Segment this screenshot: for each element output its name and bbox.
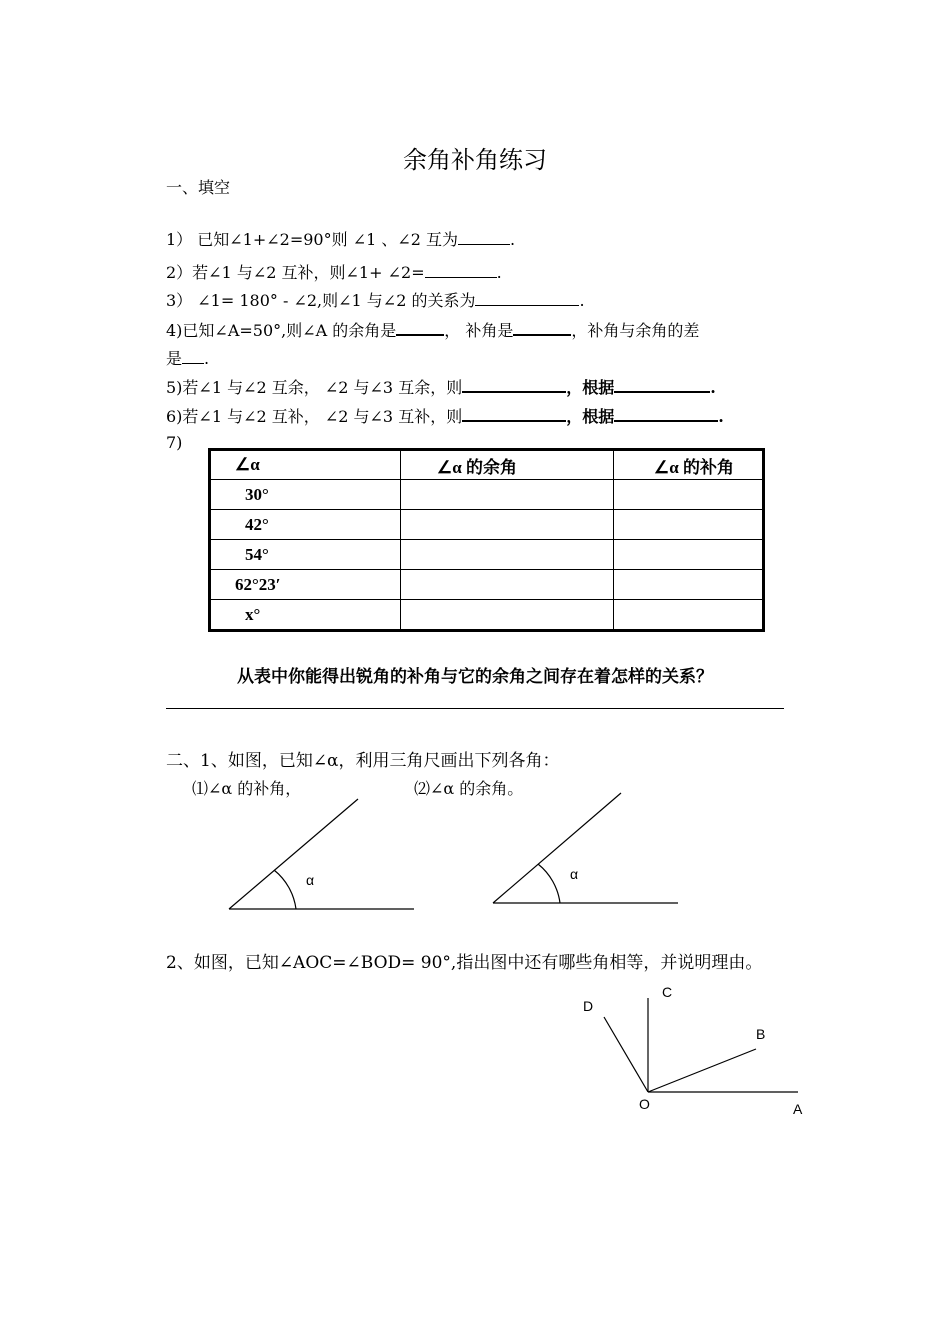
section2-sub-2: ⑵∠α 的余角。	[414, 779, 524, 798]
ray-ob	[648, 1049, 756, 1092]
table-header-supplement: ∠α 的补角	[614, 450, 764, 480]
question-4-text-c: ，补角与余角的差	[571, 321, 700, 340]
question-4-text-d: 是	[166, 349, 183, 368]
point-label-o: O	[639, 1096, 650, 1112]
question-6-end: .	[718, 407, 724, 426]
table-cell-angle: x°	[210, 600, 401, 631]
point-label-c: C	[662, 984, 673, 1000]
question-3-end: .	[579, 291, 585, 310]
table-cell-angle: 54°	[210, 540, 401, 570]
question-7-label: 7)	[166, 433, 183, 452]
question-3-text: 3） ∠1= 180° - ∠2,则∠1 与∠2 的关系为	[166, 291, 476, 310]
section2-sub-1: ⑴∠α 的补角，	[192, 779, 302, 798]
table-cell-angle: 30°	[210, 480, 401, 510]
question-1-end: .	[510, 230, 516, 249]
question-5-text-a: 5)若∠1 与∠2 互余， ∠2 与∠3 互余，则	[166, 378, 463, 397]
question-4-text-a: 4)已知∠A=50°,则∠A 的余角是	[166, 321, 397, 340]
question-1-text: 1） 已知∠1+∠2=90°则 ∠1 、∠2 互为	[166, 230, 459, 249]
point-label-a: A	[793, 1101, 803, 1117]
table-cell-angle: 42°	[210, 510, 401, 540]
question-5-text-b: ，根据	[566, 378, 615, 397]
alpha-label-1: α	[306, 872, 315, 888]
question-4-end: .	[204, 349, 210, 368]
question-2-end: .	[496, 263, 502, 282]
section2-question-1: 二、1、如图，已知∠α，利用三角尺画出下列各角：	[166, 751, 560, 771]
alpha-label-2: α	[570, 866, 579, 882]
section2-question-2: 2、如图，已知∠AOC=∠BOD= 90°,指出图中还有哪些角相等，并说明理由。	[166, 953, 763, 973]
question-6-text-b: ，根据	[566, 407, 615, 426]
page-title: 余角补角练习	[403, 146, 547, 174]
point-label-b: B	[756, 1026, 766, 1042]
point-label-d: D	[583, 998, 594, 1014]
table-question: 从表中你能得出锐角的补角与它的余角之间存在着怎样的关系？	[237, 667, 713, 687]
section1-heading: 一、填空	[166, 178, 231, 197]
table-cell-angle: 62°23′	[210, 570, 401, 600]
question-5-end: .	[710, 378, 716, 397]
ray-od	[604, 1017, 648, 1092]
table-header-angle: ∠α	[210, 450, 401, 480]
question-4-text-b: ， 补角是	[444, 321, 514, 340]
question-2-text: 2）若∠1 与∠2 互补，则∠1+ ∠2=	[166, 263, 425, 282]
table-header-complement: ∠α 的余角	[401, 450, 614, 480]
question-6-text-a: 6)若∠1 与∠2 互补， ∠2 与∠3 互补，则	[166, 407, 463, 426]
